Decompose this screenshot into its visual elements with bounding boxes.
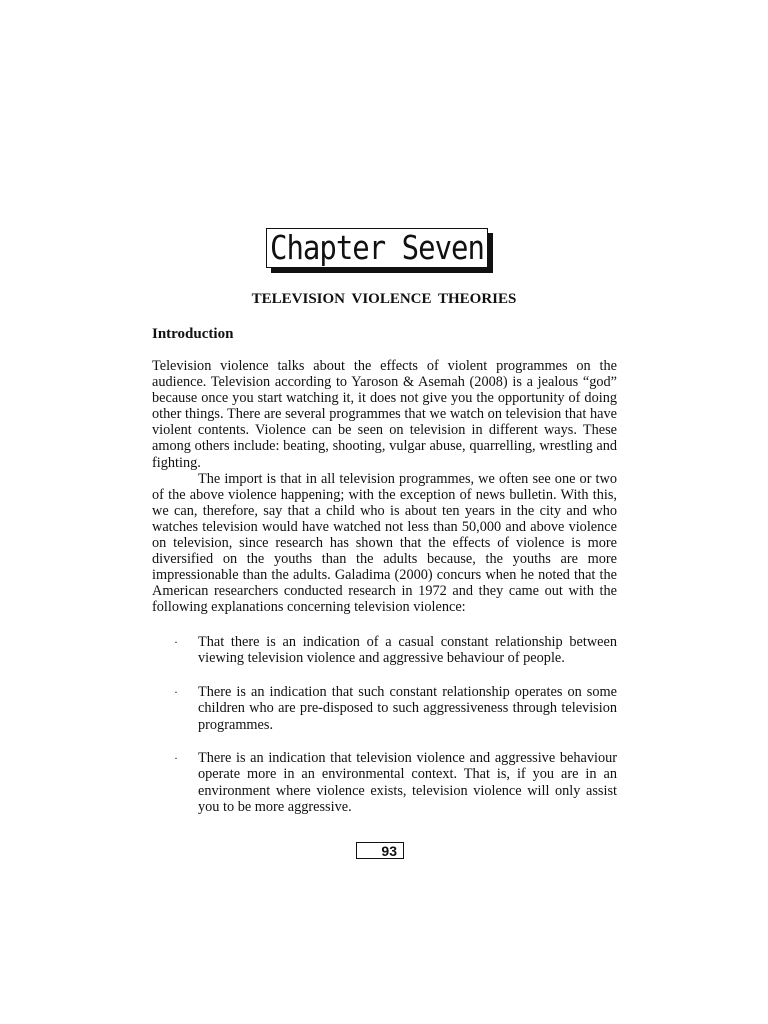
bullet-marker: · xyxy=(174,751,178,766)
bullet-list xyxy=(152,634,617,833)
paragraph-1: Television violence talks about the effects of violent programmes on the audience. Television according to Yaroson & Asemah (2008) is a jealous “god” because once you start watching it, it does not give you the opportunity of doing other things. There are several programmes that we watch on television that have violent contents. Violence can be seen on television in different ways. These among others include: beating, shooting, vulgar abuse, quarrelling, wrestling and fighting. xyxy=(152,358,617,471)
bullet-text-3: There is an indication that television violence and aggressive behaviour operate more in an environmental context. That is, if you are in an environment where violence exists, television violence will only assist you to be more aggressive. xyxy=(198,750,617,816)
list-item xyxy=(152,684,617,733)
bullet-text-1: That there is an indication of a casual constant relationship between viewing television violence and aggressive behaviour of people. xyxy=(198,634,617,667)
introduction-title: Introduction xyxy=(152,326,234,342)
chapter-title: Chapter Seven xyxy=(270,228,484,267)
body-text xyxy=(152,358,617,616)
list-item xyxy=(152,634,617,667)
bullet-marker: · xyxy=(174,635,178,649)
page-number: 93 xyxy=(381,842,397,859)
list-item xyxy=(152,750,617,816)
paragraph-2: The import is that in all television programmes, we often see one or two of the above violence happening; with the exception of news bulletin. With this, we can, therefore, say that a child who is about ten years in the city and who watches television would have watched not less than 50,000 and above violence on television, since research has shown that the effects of violence is more diversified on the youths than the adults because, the youths are more impressionable than the adults. Galadima (2000) concurs when he noted that the American researchers conducted research in 1972 and they came out with the following explanations concerning television violence: xyxy=(152,470,617,616)
section-heading: TELEVISION VIOLENCE THEORIES xyxy=(251,291,517,307)
chapter-title-box xyxy=(266,228,488,268)
bullet-marker: · xyxy=(174,684,178,699)
page-number-box xyxy=(356,842,404,859)
bullet-text-2: There is an indication that such constant relationship operates on some children who are pre-disposed to such aggressiveness through television programmes. xyxy=(198,683,617,733)
